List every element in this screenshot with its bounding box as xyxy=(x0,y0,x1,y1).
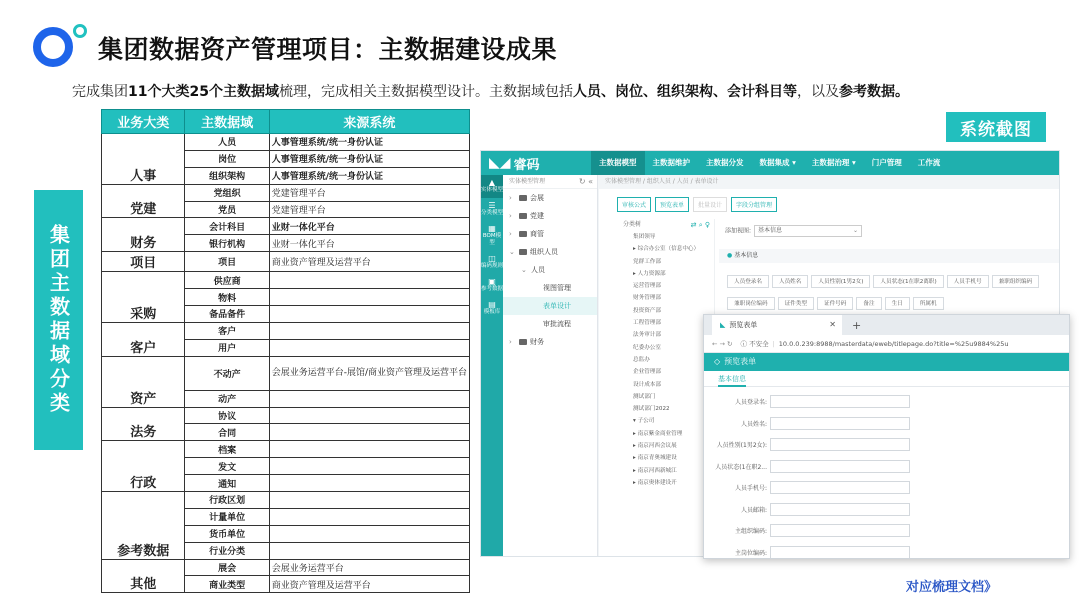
field-chip[interactable]: 人员状态(1在职2离职) xyxy=(873,275,943,288)
domain-cell: 不动产 xyxy=(185,356,269,390)
field-chip[interactable]: 人员姓名 xyxy=(772,275,808,288)
form-label: 主组织编码: xyxy=(734,528,767,536)
sidebar-item[interactable] xyxy=(481,251,503,274)
form-row xyxy=(704,542,1069,560)
table-row xyxy=(102,559,470,576)
source-cell: 人事管理系统/统一身份认证 xyxy=(269,134,469,151)
field-chip[interactable]: 生日 xyxy=(885,297,910,310)
preview-form xyxy=(704,387,1069,559)
form-input[interactable] xyxy=(770,395,910,408)
tree-node[interactable] xyxy=(503,315,597,333)
form-label: 人员性别(1男2女): xyxy=(716,442,767,450)
folder-icon xyxy=(519,249,527,255)
source-cell xyxy=(269,458,469,475)
tree-node-label: 人员 xyxy=(531,266,545,274)
category-cell: 其他 xyxy=(102,559,185,593)
form-row xyxy=(704,520,1069,542)
classification-node[interactable]: ▸ 人力资源部 xyxy=(633,270,666,277)
domain-cell: 合同 xyxy=(185,424,269,441)
form-row xyxy=(704,413,1069,435)
tree-node-label: 表单设计 xyxy=(543,302,571,310)
classification-node[interactable]: ▸ 南京紫金商业管理 xyxy=(633,430,683,437)
classify-icon: ☰ xyxy=(488,201,496,210)
folder-icon xyxy=(519,231,527,237)
browser-tab[interactable]: ◣ 预览表单 ✕ xyxy=(712,315,842,335)
classification-node[interactable]: ▸ 南京奥体建设开 xyxy=(633,479,677,486)
source-cell xyxy=(269,390,469,407)
warning-icon: ⓘ xyxy=(740,340,750,348)
app-topbar xyxy=(481,151,1060,175)
sidebar-item[interactable] xyxy=(481,297,503,320)
nav-item[interactable]: 数据集成 ▾ xyxy=(759,158,796,167)
chevron-icon: ⌄ xyxy=(521,266,527,274)
page-subtitle xyxy=(72,81,909,101)
form-label: 人员手机号: xyxy=(734,485,767,493)
preview-header: ◇ 预览表单 xyxy=(704,353,1069,371)
sidebar-item-label: 模板库 xyxy=(483,309,501,315)
model-tree-header: 实体模型管理 ↻ « xyxy=(503,175,597,189)
column-header-category: 业务大类 xyxy=(102,110,185,134)
domain-cell: 岗位 xyxy=(185,150,269,167)
domain-cell: 行政区划 xyxy=(185,492,269,509)
domain-cell: 组织架构 xyxy=(185,167,269,184)
classification-node[interactable]: 测试部门 xyxy=(633,393,656,400)
classification-node[interactable]: 法务审计部 xyxy=(633,332,661,339)
view-filter: 添加视图: 基本信息 ⌄ xyxy=(725,225,862,237)
form-row xyxy=(704,391,1069,413)
toolbar-button[interactable]: 字段分组管理 xyxy=(731,197,777,212)
source-cell xyxy=(269,289,469,306)
domain-cell: 发文 xyxy=(185,458,269,475)
table-row xyxy=(102,218,470,235)
app-sidebar xyxy=(481,175,503,557)
form-row xyxy=(704,434,1069,456)
classification-node[interactable]: ▸ 南京河西会议展 xyxy=(633,443,677,450)
screenshot-badge: 系统截图 xyxy=(946,112,1046,142)
reference-icon: ▣ xyxy=(488,277,496,286)
form-label: 人员登录名: xyxy=(734,399,767,407)
table-row xyxy=(102,492,470,509)
doc-link[interactable]: 对应梳理文档》 xyxy=(906,580,998,595)
subtitle-part: 梳理，完成相关主数据模型设计。主数据域包括 xyxy=(278,84,573,100)
preview-browser-window xyxy=(703,314,1070,559)
category-cell: 项目 xyxy=(102,252,185,272)
form-label: 人员邮箱: xyxy=(740,506,767,514)
classification-node[interactable]: ▸ 南京青奥城建设 xyxy=(633,455,677,462)
side-category-label: 集团主数据域分类 xyxy=(34,190,83,450)
master-data-domain-table xyxy=(101,109,470,593)
source-cell xyxy=(269,508,469,525)
tree-node[interactable] xyxy=(503,243,597,261)
domain-cell: 展会 xyxy=(185,559,269,576)
form-input[interactable] xyxy=(770,524,910,537)
tree-node-label: 会展 xyxy=(530,194,544,202)
classification-node[interactable]: 集团领导 xyxy=(633,234,656,240)
form-label: 人员状态(1在职2... xyxy=(715,463,767,471)
toolbar-button[interactable]: 批量设计 xyxy=(693,197,727,212)
template-icon: ▤ xyxy=(488,300,496,309)
domain-cell: 通知 xyxy=(185,475,269,492)
chevron-icon: › xyxy=(509,338,512,346)
source-cell: 党建管理平台 xyxy=(269,184,469,201)
chevron-icon: › xyxy=(509,212,512,220)
form-row xyxy=(704,499,1069,521)
classification-node[interactable]: ▾ 子公司 xyxy=(633,418,655,425)
table-row xyxy=(102,407,470,424)
sidebar-item[interactable] xyxy=(481,175,503,198)
browser-tab-bar xyxy=(704,315,1069,335)
source-cell xyxy=(269,492,469,509)
tree-node[interactable] xyxy=(503,207,597,225)
classification-node[interactable]: 测试部门2022 xyxy=(633,406,670,413)
chevron-icon: ⌄ xyxy=(509,248,515,256)
category-cell: 法务 xyxy=(102,407,185,441)
bom-icon: ▦ xyxy=(488,224,496,233)
field-chip[interactable]: 证件类型 xyxy=(778,297,814,310)
sidebar-item-label: BOM模型 xyxy=(482,233,502,246)
field-chip[interactable]: 证件号码 xyxy=(817,297,853,310)
source-cell: 党建管理平台 xyxy=(269,201,469,218)
nav-item[interactable]: 主数据治理 ▾ xyxy=(811,158,856,167)
source-cell: 会展业务运营平台 xyxy=(269,559,469,576)
brand-logo-icon: ◣◢ xyxy=(489,155,511,171)
domain-cell: 行业分类 xyxy=(185,542,269,559)
logo-dot-icon xyxy=(73,24,87,38)
tree-node-label: 审批流程 xyxy=(543,320,571,328)
domain-cell: 用户 xyxy=(185,339,269,356)
classification-node[interactable]: 设计成本部 xyxy=(633,381,661,388)
table-row xyxy=(102,134,470,151)
sidebar-item-label: 编码规则 xyxy=(481,263,504,269)
tree-node-label: 财务 xyxy=(530,338,544,346)
source-cell xyxy=(269,424,469,441)
source-cell xyxy=(269,542,469,559)
classification-node[interactable]: 总监办 xyxy=(633,356,650,363)
field-chip[interactable]: 兼职组织编码 xyxy=(992,275,1040,288)
model-tree-list xyxy=(503,189,597,351)
toolbar-button[interactable]: 审核公式 xyxy=(617,197,651,212)
subtitle-part: 完成集团 xyxy=(72,84,128,100)
classification-tree xyxy=(603,219,715,557)
classification-node[interactable]: 企业管理部 xyxy=(633,369,661,376)
category-cell: 资产 xyxy=(102,356,185,407)
domain-cell: 会计科目 xyxy=(185,218,269,235)
sidebar-item[interactable] xyxy=(481,274,503,297)
domain-cell: 党组织 xyxy=(185,184,269,201)
nav-item[interactable]: 主数据维护 xyxy=(652,158,690,167)
field-chip[interactable]: 兼职岗位编码 xyxy=(727,297,775,310)
table-row xyxy=(102,252,470,272)
domain-cell: 项目 xyxy=(185,252,269,272)
form-input[interactable] xyxy=(770,460,910,473)
folder-icon xyxy=(519,213,527,219)
model-icon: ▲ xyxy=(488,178,496,187)
close-icon[interactable]: ✕ xyxy=(829,320,836,329)
tree-node[interactable] xyxy=(503,261,597,279)
source-cell xyxy=(269,407,469,424)
source-cell: 商业资产管理及运营平台 xyxy=(269,576,469,593)
chevron-icon: › xyxy=(509,230,512,238)
table-row xyxy=(102,272,470,289)
folder-icon xyxy=(519,339,527,345)
sidebar-item-label: 参考数据 xyxy=(481,286,504,292)
subtitle-part: 人员、岗位、组织架构、会计科目等 xyxy=(572,84,797,100)
tree-node-label: 党建 xyxy=(530,212,544,220)
classification-node[interactable]: 党群工作部 xyxy=(633,258,661,265)
page-title: 集团数据资产管理项目：主数据建设成果 xyxy=(98,35,558,64)
table-row xyxy=(102,184,470,201)
domain-cell: 党员 xyxy=(185,201,269,218)
tree-node[interactable] xyxy=(503,333,597,351)
domain-cell: 供应商 xyxy=(185,272,269,289)
chevron-down-icon: ⌄ xyxy=(853,227,859,234)
source-cell: 商业资产管理及运营平台 xyxy=(269,252,469,272)
form-label: 人员姓名: xyxy=(740,420,767,428)
sidebar-item-label: 分类模型 xyxy=(481,210,504,216)
classification-tree-list xyxy=(603,231,714,489)
app-brand: ◣◢ 睿码 xyxy=(489,155,540,173)
tree-node[interactable] xyxy=(503,189,597,207)
domain-cell: 协议 xyxy=(185,407,269,424)
classification-node[interactable]: 纪委办公室 xyxy=(633,344,661,351)
category-cell: 行政 xyxy=(102,441,185,492)
source-cell xyxy=(269,475,469,492)
category-cell: 党建 xyxy=(102,184,185,218)
app-nav xyxy=(591,151,948,175)
classification-node[interactable]: 投资资产部 xyxy=(633,307,661,314)
source-cell xyxy=(269,525,469,542)
category-cell: 客户 xyxy=(102,322,185,356)
source-cell xyxy=(269,322,469,339)
domain-cell: 备品备件 xyxy=(185,306,269,323)
tree-node-label: 组织人员 xyxy=(530,248,558,256)
table-row xyxy=(102,356,470,390)
tree-node[interactable] xyxy=(503,297,597,315)
tree-tools-icon[interactable]: ⇄ ⌕ ♀ xyxy=(690,221,710,229)
domain-cell: 商业类型 xyxy=(185,576,269,593)
chevron-icon: › xyxy=(509,194,512,202)
nav-item[interactable]: 工作流 xyxy=(917,158,941,167)
classification-node[interactable]: 工程管理部 xyxy=(633,320,661,327)
subtitle-part: 11个大类25个主数据域 xyxy=(128,84,279,100)
classification-node[interactable]: 财务管理部 xyxy=(633,295,661,302)
view-select[interactable]: 基本信息 ⌄ xyxy=(754,225,862,237)
domain-cell: 客户 xyxy=(185,322,269,339)
toolbar-button[interactable]: 预览表单 xyxy=(655,197,689,212)
refresh-collapse-icon[interactable]: ↻ « xyxy=(578,177,593,186)
logo-ring-icon xyxy=(33,27,73,67)
app-logo-icon: ◣ xyxy=(720,321,726,329)
form-label: 主岗位编码: xyxy=(734,549,767,557)
domain-cell: 计量单位 xyxy=(185,508,269,525)
form-input[interactable] xyxy=(770,417,910,430)
form-input[interactable] xyxy=(770,546,910,559)
category-cell: 人事 xyxy=(102,134,185,185)
domain-cell: 银行机构 xyxy=(185,235,269,252)
field-chip[interactable]: 备注 xyxy=(856,297,881,310)
domain-cell: 货币单位 xyxy=(185,525,269,542)
source-cell xyxy=(269,272,469,289)
form-row xyxy=(704,477,1069,499)
form-row xyxy=(704,456,1069,478)
source-cell xyxy=(269,441,469,458)
source-cell: 人事管理系统/统一身份认证 xyxy=(269,150,469,167)
table-row xyxy=(102,441,470,458)
tree-node[interactable] xyxy=(503,279,597,297)
nav-item[interactable]: 门户管理 xyxy=(871,158,902,167)
address-bar[interactable]: ← → ↻ ⓘ 不安全 | 10.0.0.239:8988/masterdata/eweb/titlepage.do?title=%25u9884%25u xyxy=(704,335,1069,353)
tree-node[interactable] xyxy=(503,225,597,243)
back-forward-reload-icon[interactable]: ← → ↻ xyxy=(712,340,733,348)
sidebar-item-label: 实体模型 xyxy=(481,187,504,193)
subtitle-part: ，以及 xyxy=(796,84,839,100)
sidebar-item[interactable] xyxy=(481,221,503,251)
field-chip[interactable]: 人员登录名 xyxy=(727,275,769,288)
nav-item[interactable]: 主数据模型 xyxy=(591,151,645,175)
domain-cell: 物料 xyxy=(185,289,269,306)
domain-cell: 档案 xyxy=(185,441,269,458)
nav-item[interactable]: 主数据分发 xyxy=(706,158,744,167)
column-header-domain: 主数据域 xyxy=(185,110,269,134)
classification-node[interactable]: ▸ 综合办公室（信息中心） xyxy=(633,246,700,253)
source-cell: 业财一体化平台 xyxy=(269,218,469,235)
tree-node-label: 视图管理 xyxy=(543,284,571,292)
category-cell: 参考数据 xyxy=(102,492,185,560)
preview-tabs xyxy=(704,371,1069,387)
model-tree xyxy=(503,175,598,557)
source-cell: 会展业务运营平台-展馆/商业资产管理及运营平台 xyxy=(269,356,469,390)
source-cell xyxy=(269,339,469,356)
tree-node-label: 商管 xyxy=(530,230,544,238)
subtitle-part: 参考数据。 xyxy=(838,84,909,100)
classification-node[interactable]: ▸ 南京河西新城江 xyxy=(633,467,677,474)
coding-icon: ◫ xyxy=(488,254,496,263)
form-input[interactable] xyxy=(770,503,910,516)
form-input[interactable] xyxy=(770,438,910,451)
tag-icon: ◇ xyxy=(714,357,721,366)
field-chip[interactable]: 所属机 xyxy=(913,297,944,310)
source-cell: 业财一体化平台 xyxy=(269,235,469,252)
field-chip[interactable]: 人员性别(1男2女) xyxy=(811,275,870,288)
classification-node[interactable]: 运营管理部 xyxy=(633,283,661,290)
breadcrumb: 实体模型管理 / 组织人员 / 人员 / 表单设计 xyxy=(605,178,719,185)
folder-icon xyxy=(519,195,527,201)
category-cell: 财务 xyxy=(102,218,185,252)
sidebar-item[interactable] xyxy=(481,198,503,221)
new-tab-icon[interactable]: + xyxy=(852,318,862,332)
source-cell xyxy=(269,306,469,323)
field-chip[interactable]: 人员手机号 xyxy=(947,275,989,288)
field-chips xyxy=(727,275,1060,319)
form-input[interactable] xyxy=(770,481,910,494)
source-cell: 人事管理系统/统一身份认证 xyxy=(269,167,469,184)
classification-tree-header: 分类树 ⇄ ⌕ ♀ xyxy=(623,221,710,229)
bullet-icon: ● xyxy=(727,252,733,259)
category-cell: 采购 xyxy=(102,272,185,323)
toolbar-tabs xyxy=(617,197,781,212)
domain-cell: 人员 xyxy=(185,134,269,151)
table-row xyxy=(102,322,470,339)
tab-basic-info[interactable]: 基本信息 xyxy=(718,375,746,387)
domain-cell: 动产 xyxy=(185,390,269,407)
address-divider: | xyxy=(772,340,775,348)
section-header: ● 基本信息 xyxy=(719,249,1060,263)
column-header-source: 来源系统 xyxy=(269,110,469,134)
